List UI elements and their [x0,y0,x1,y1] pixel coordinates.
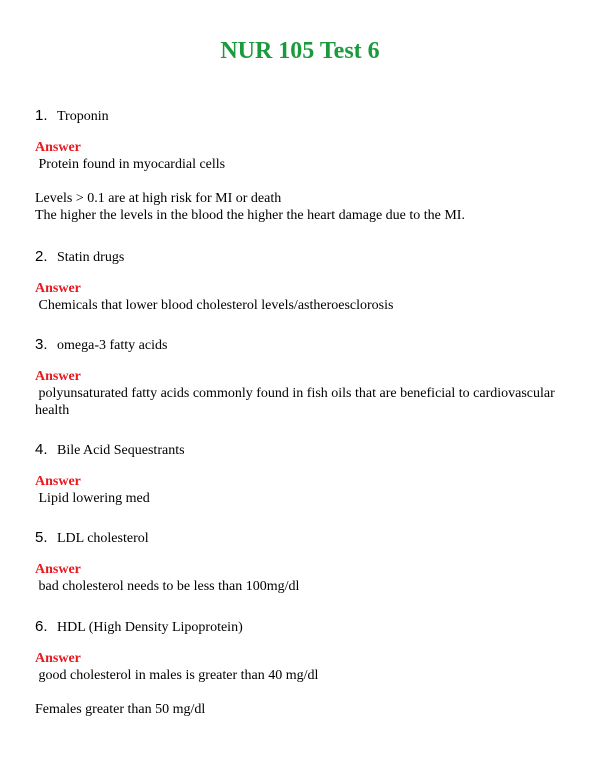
question-block [35,617,575,718]
question-block [35,335,575,419]
answer-spacer [35,684,575,701]
question-heading [35,247,575,267]
question-number: 1. [35,107,48,124]
question-heading [35,528,575,548]
answer-text-line: The higher the levels in the blood the higher the heart damage due to the MI. [35,208,465,223]
answer-label: Answer [35,474,81,489]
question-block [35,440,575,507]
page-title: NUR 105 Test 6 [220,38,380,64]
answer-text-line: Levels > 0.1 are at high risk for MI or death [35,191,282,206]
answer-label: Answer [35,281,81,296]
answer-text-line: bad cholesterol needs to be less than 100mg/dl [35,579,300,594]
answer-label: Answer [35,651,81,666]
question-term: HDL (High Density Lipoprotein) [57,620,243,635]
question-heading [35,440,575,460]
question-term: omega-3 fatty acids [57,338,168,353]
question-number: 6. [35,618,48,635]
question-term: Statin drugs [57,250,125,265]
answer-text-line: Females greater than 50 mg/dl [35,702,206,717]
question-block [35,106,575,224]
question-number: 4. [35,441,48,458]
answer-text-line: polyunsaturated fatty acids commonly found in fish oils that are beneficial to cardiovascular [35,386,555,401]
answer-label: Answer [35,369,81,384]
answer-spacer [35,173,575,190]
answer-text-line: health [35,403,70,418]
answer-label: Answer [35,562,81,577]
answer-text-line: Chemicals that lower blood cholesterol levels/astheroesclorosis [35,298,394,313]
question-term: Troponin [57,109,109,124]
question-number: 3. [35,336,48,353]
question-block [35,247,575,314]
question-heading [35,335,575,355]
answer-text-line: Lipid lowering med [35,491,150,506]
question-heading [35,106,575,126]
answer-text-line: Protein found in myocardial cells [35,157,226,172]
answer-label: Answer [35,140,81,155]
question-number: 2. [35,248,48,265]
answer-text-line: good cholesterol in males is greater than 40 mg/dl [35,668,319,683]
question-term: Bile Acid Sequestrants [57,443,185,458]
question-heading [35,617,575,637]
question-number: 5. [35,529,48,546]
question-term: LDL cholesterol [57,531,149,546]
question-block [35,528,575,595]
